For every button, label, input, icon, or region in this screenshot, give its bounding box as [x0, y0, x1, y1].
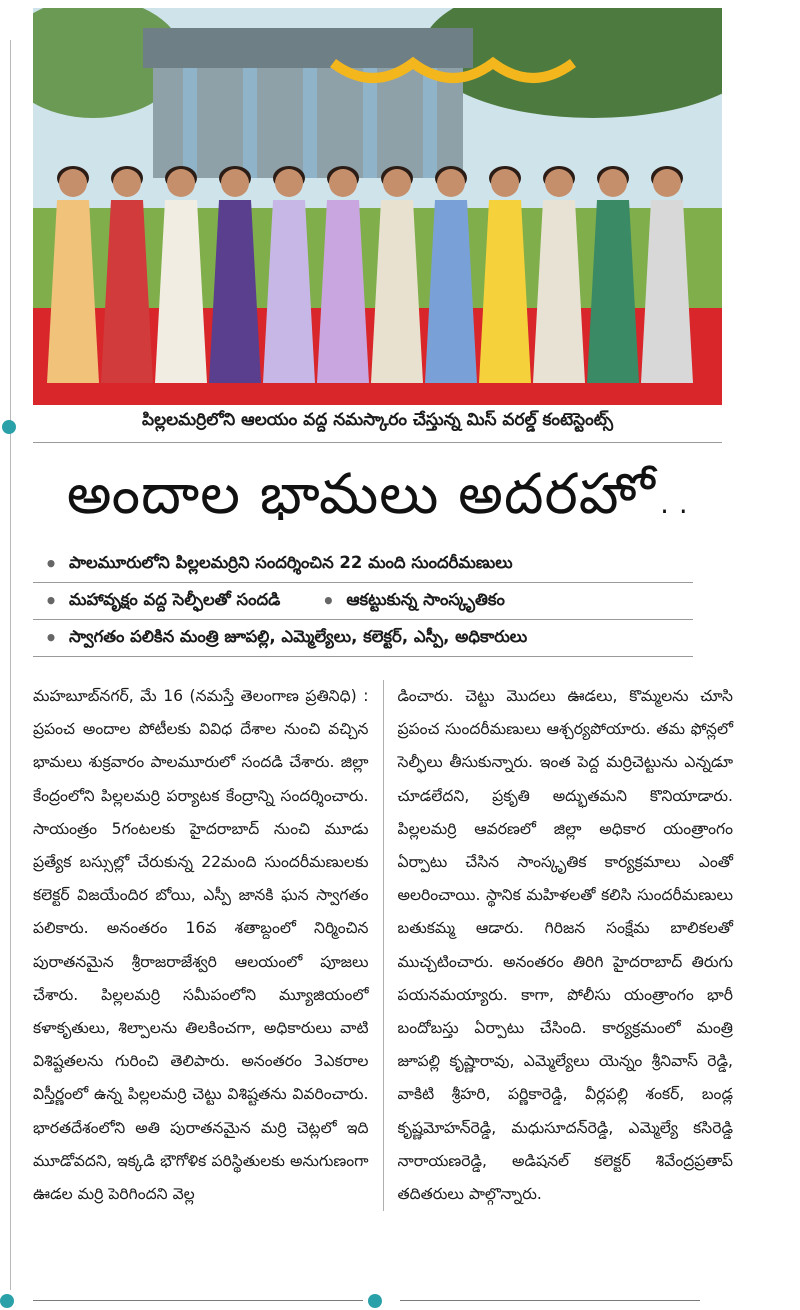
- article-column-right: [384, 680, 734, 1211]
- photo-person-head: [59, 169, 87, 197]
- news-photo-illustration: [33, 8, 722, 405]
- margin-marker-dot: [368, 1294, 382, 1308]
- bullet-dot-icon: •: [321, 589, 335, 613]
- bullet-text: మహావృక్షం వద్ద సెల్ఫీలతో సందడి: [69, 589, 281, 609]
- margin-marker-dot: [0, 1294, 14, 1308]
- news-photo: [33, 8, 722, 405]
- page-margin-rule: [10, 40, 11, 1290]
- photo-person-head: [275, 169, 303, 197]
- bullet-dot-icon: •: [44, 626, 58, 650]
- bullet-row: [33, 546, 693, 583]
- bullet-text: పాలమూరులోని పిల్లలమర్రిని సందర్శించిన 22 మంది సుందరీమణులు: [69, 552, 513, 572]
- bullet-dot-icon: •: [44, 552, 58, 576]
- photo-person-head: [383, 169, 411, 197]
- photo-temple-pillar: [183, 68, 197, 178]
- footer-rule: [400, 1300, 700, 1301]
- article-paragraph: డించారు. చెట్టు మొదలు ఊడలు, కొమ్మలను చూసి ప్రపంచ సుందరీమణులు ఆశ్చర్యపోయారు. తమ ఫోన్లలో సెల్ఫీలు తీసుకున్నారు. ఇంత పెద్ద మర్రిచెట్టును ఎన్నడూ చూడలేదని, ప్రకృతి అద్భుతమని కొనియాడారు. పిల్లలమర్రి ఆవరణలో జిల్లా అధికార యంత్రాంగం ఏర్పాటు చేసిన సాంస్కృతిక కార్యక్రమాలు ఎంతో అలరించాయి. స్థానిక మహిళలతో కలిసి సుందరీమణులు బతుకమ్మ ఆడారు. గిరిజన సంక్షేమ బాలికలతో ముచ్చటించారు. అనంతరం తిరిగి హైదరాబాద్ తిరుగు పయనమయ్యారు. కాగా, పోలీసు యంత్రాంగం భారీ బందోబస్తు ఏర్పాటు చేసింది. కార్యక్రమంలో మంత్రి జూపల్లి కృష్ణారావు, ఎమ్మెల్యేలు యెన్నం శ్రీనివాస్ రెడ్డి, వాకిటి శ్రీహరి, పర్ణికారెడ్డి, వీర్లపల్లి శంకర్, బండ్ల కృష్ణమోహన్‌రెడ్డి, మధుసూదన్‌రెడ్డి, ఎమ్మెల్యే కసిరెడ్డి నారాయణరెడ్డి, అడిషనల్ కలెక్టర్ శివేంద్రప్రతాప్ తదితరులు పాల్గొన్నారు.: [397, 687, 733, 1204]
- photo-person-head: [545, 169, 573, 197]
- photo-person-head: [599, 169, 627, 197]
- photo-temple-pillar: [303, 68, 317, 178]
- margin-marker-dot: [2, 420, 16, 434]
- photo-person-head: [653, 169, 681, 197]
- headline: అందాల భామలు అదరహో..: [66, 462, 694, 527]
- photo-person-head: [167, 169, 195, 197]
- photo-temple-pillar: [243, 68, 257, 178]
- bullet-dot-icon: •: [44, 589, 58, 613]
- photo-person-head: [491, 169, 519, 197]
- photo-temple-roof: [143, 28, 473, 68]
- photo-person-head: [329, 169, 357, 197]
- photo-person-head: [437, 169, 465, 197]
- bullet-text: స్వాగతం పలికిన మంత్రి జూపల్లి, ఎమ్మెల్యేలు, కలెక్టర్, ఎస్పీ, అధికారులు: [69, 626, 528, 646]
- bullet-row: [33, 583, 693, 620]
- subheadline-bullets: [33, 546, 693, 657]
- photo-caption: పిల్లలమర్రిలోని ఆలయం వద్ద నమస్కారం చేస్తున్న మిస్ వరల్డ్ కంటెస్టెంట్స్: [33, 410, 722, 443]
- photo-person-head: [113, 169, 141, 197]
- footer-rule: [33, 1300, 363, 1301]
- bullet-text: ఆకట్టుకున్న సాంస్కృతికం: [346, 589, 505, 609]
- bullet-row: [33, 620, 693, 657]
- article-body: [33, 680, 733, 1211]
- photo-temple-pillar: [423, 68, 437, 178]
- article-column-left: [33, 680, 384, 1211]
- article-paragraph: మహబూబ్‌నగర్, మే 16 (నమస్తే తెలంగాణ ప్రతినిధి) : ప్రపంచ అందాల పోటీలకు వివిధ దేశాల నుంచి వచ్చిన భామలు శుక్రవారం పాలమూరులో సందడి చేశారు. జిల్లా కేంద్రంలోని పిల్లలమర్రి పర్యాటక కేంద్రాన్ని సందర్శించారు. సాయంత్రం 5గంటలకు హైదరాబాద్ నుంచి మూడు ప్రత్యేక బస్సుల్లో చేరుకున్న 22మంది సుందరీమణులకు కలెక్టర్ విజయేందిర బోయి, ఎస్పీ జానకి ఘన స్వాగతం పలికారు. అనంతరం 16వ శతాబ్దంలో నిర్మించిన పురాతనమైన శ్రీరాజరాజేశ్వరి ఆలయంలో పూజలు చేశారు. పిల్లలమర్రి సమీపంలోని మ్యూజియంలో కళాకృతులు, శిల్పాలను తిలకించగా, అధికారులు వాటి విశిష్టతలను గురించి తెలిపారు. అనంతరం 3ఎకరాల విస్తీర్ణంలో ఉన్న పిల్లలమర్రి చెట్టు విశిష్టతను వివరించారు. భారతదేశంలోని అతి పురాతనమైన మర్రి చెట్లలో ఇది మూడోవదని, ఇక్కడి భౌగోళిక పరిస్థితులకు అనుగుణంగా ఊడల మర్రి పెరిగిందని వెల్ల: [33, 687, 369, 1204]
- photo-temple-pillar: [363, 68, 377, 178]
- photo-person-head: [221, 169, 249, 197]
